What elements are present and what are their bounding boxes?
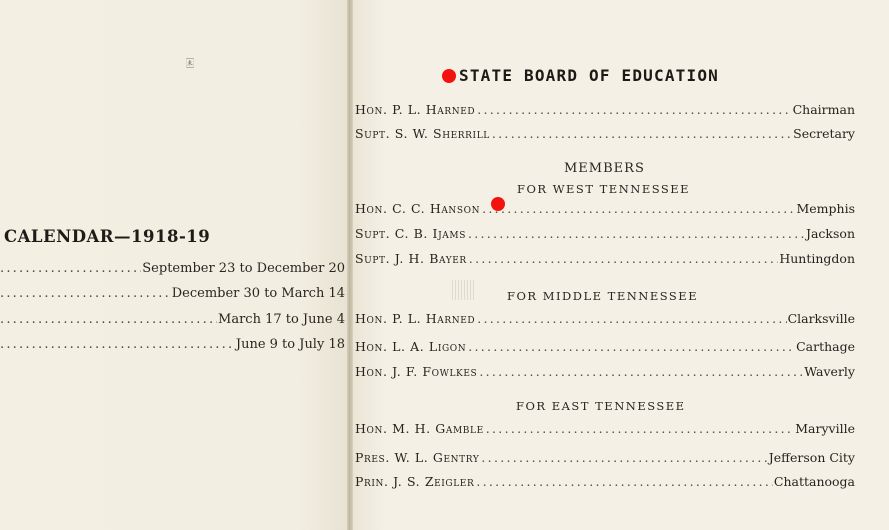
member-row [355,474,855,489]
member-name: Pres. W. L. Gentry [355,450,480,465]
officer-row [355,126,855,141]
leader-dots [475,102,791,117]
member-place: Huntingdon [779,251,855,266]
member-row [355,201,855,216]
member-row [355,364,855,379]
member-name: Hon. L. A. Ligon [355,339,467,354]
member-place: Waverly [804,364,855,379]
member-name: Supt. C. B. Ijams [355,226,466,241]
leader-dots [466,339,795,354]
member-place: Maryville [795,421,855,436]
left-page [0,0,349,530]
leader-dots [0,261,141,276]
leader-dots [475,311,786,326]
section-heading-west: FOR WEST TENNESSEE [517,182,691,196]
member-place: Chattanooga [773,474,855,489]
officer-role: Secretary [793,126,855,141]
officer-name: Supt. S. W. Sherrill [355,126,490,141]
member-name: Hon. C. C. Hanson [355,201,481,216]
leader-dots [479,450,767,465]
leader-dots [490,126,792,141]
leader-dots [466,226,805,241]
paper-smudge [452,280,474,300]
red-dot-marker [491,197,505,211]
board-title: STATE BOARD OF EDUCATION [459,66,719,85]
calendar-date-range: June 9 to July 18 [235,337,345,352]
member-row [355,450,855,465]
members-heading: MEMBERS [564,161,645,176]
member-row [355,226,855,241]
member-row [355,339,855,354]
leader-dots [480,201,795,216]
member-place: Clarksville [787,311,855,326]
member-row [355,421,855,436]
calendar-row [0,286,345,301]
leader-dots [474,474,773,489]
leader-dots [0,337,235,352]
leader-dots [0,312,217,327]
member-row [355,311,855,326]
section-heading-middle: FOR MIDDLE TENNESSEE [507,289,699,303]
leader-dots [484,421,794,436]
section-heading-east: FOR EAST TENNESSEE [516,399,686,413]
leader-dots [467,251,779,266]
officer-row [355,102,855,117]
calendar-row [0,261,345,276]
leader-dots [0,286,171,301]
member-name: Prin. J. S. Zeigler [355,474,475,489]
member-name: Hon. P. L. Harned [355,311,476,326]
red-dot-marker [442,69,456,83]
officer-role: Chairman [792,102,855,117]
member-name: Supt. J. H. Bayer [355,251,467,266]
paper-speck: 🀀 [186,58,194,69]
officer-name: Hon. P. L. Harned [355,102,476,117]
member-row [355,251,855,266]
member-place: Carthage [796,339,855,354]
calendar-date-range: March 17 to June 4 [218,312,345,327]
member-place: Jackson [805,226,855,241]
calendar-date-range: September 23 to December 20 [142,261,345,276]
calendar-row [0,312,345,327]
calendar-title: CALENDAR—1918-19 [4,227,211,246]
leader-dots [477,364,803,379]
member-place: Jefferson City [768,450,855,465]
calendar-date-range: December 30 to March 14 [171,286,345,301]
member-name: Hon. M. H. Gamble [355,421,484,436]
member-place: Memphis [796,201,855,216]
member-name: Hon. J. F. Fowlkes [355,364,478,379]
calendar-row [0,337,345,352]
